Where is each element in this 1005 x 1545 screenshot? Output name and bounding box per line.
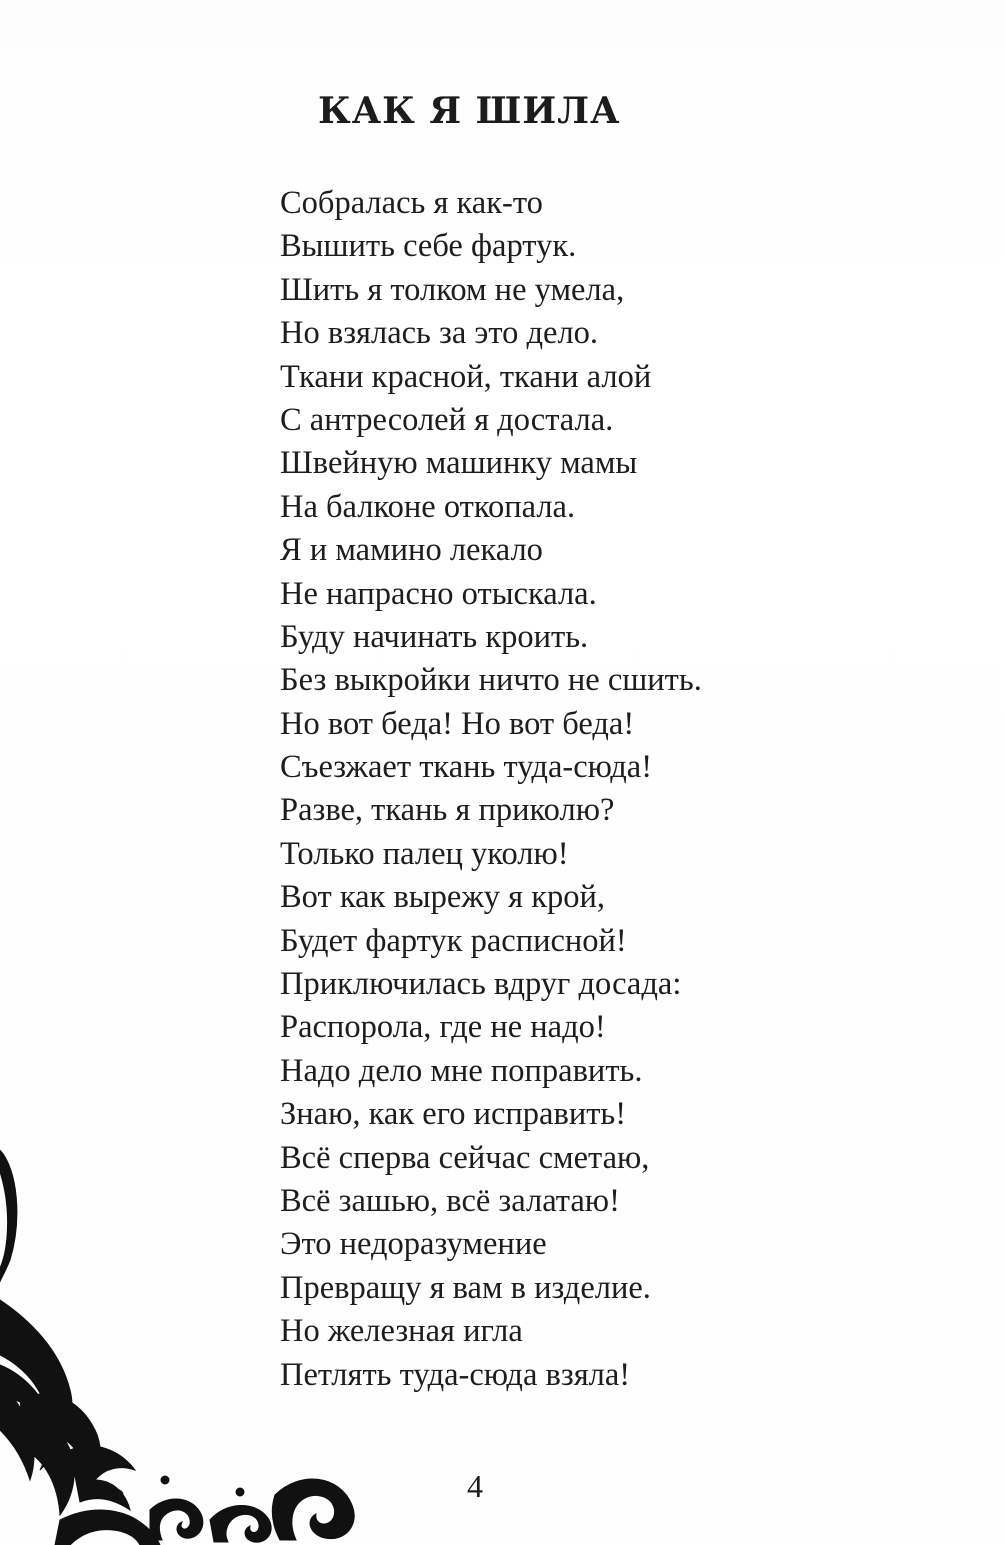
poem-line: Знаю, как его исправить! [280,1096,627,1133]
poem-line: Без выкройки ничто не сшить. [280,662,702,699]
poem-line: Съезжает ткань туда-сюда! [280,749,653,786]
page-number: 4 [467,1468,483,1504]
poem-line: Вот как вырежу я крой, [280,879,606,916]
poem-line: Ткани красной, ткани алой [280,358,652,395]
poem-line: Не напрасно отыскала. [280,575,597,612]
poem-line: Превращу я вам в изделие. [280,1269,651,1306]
poem-line: Но вот беда! Но вот беда! [280,705,635,742]
poem-line: На балконе откопала. [280,488,576,525]
poem-line: Приключилась вдруг досада: [280,966,682,1003]
poem-line: Вышить себе фартук. [280,228,577,265]
poem-line: Разве, ткань я приколю? [280,792,615,829]
poem-line: Всё зашью, всё залатаю! [280,1182,620,1219]
poem-line: Это недоразумение [280,1226,547,1263]
poem-line: Шить я толком не умела, [280,271,625,308]
floral-ornament-corner-icon [0,1150,380,1545]
poem-line: Но взялась за это дело. [280,315,599,352]
poem-line: Я и мамино лекало [280,532,543,569]
poem-line: Будет фартук расписной! [280,922,627,959]
poem-title: КАК Я ШИЛА [318,90,621,132]
poem-line: Распорола, где не надо! [280,1009,606,1046]
poem-line: Только палец уколю! [280,835,569,872]
poem-line: Надо дело мне поправить. [280,1052,643,1089]
poem-line: Собралась я как-то [280,185,543,221]
poem-line: Петлять туда-сюда взяла! [280,1356,631,1393]
poem-line: Буду начинать кроить. [280,618,589,655]
poem-line: Всё сперва сейчас сметаю, [280,1139,650,1176]
poem-line: С антресолей я достала. [280,401,614,438]
poem-line: Но железная игла [280,1313,523,1350]
poem-line: Швейную машинку мамы [280,445,638,482]
